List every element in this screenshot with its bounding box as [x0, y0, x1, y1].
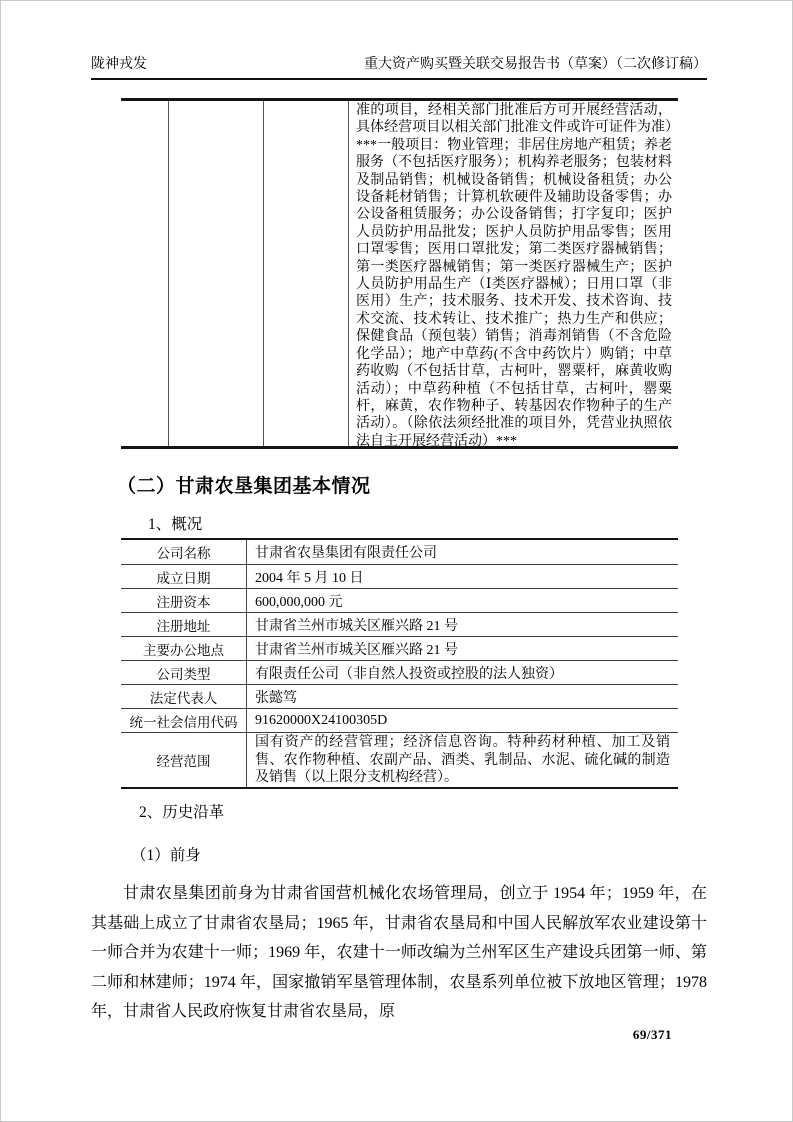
row-label: 注册资本 [156, 594, 211, 610]
subsection-predecessor-heading: （1）前身 [131, 847, 201, 864]
table-row [121, 612, 678, 636]
subsection-history-heading: 2、历史沿革 [139, 804, 225, 821]
table-row [121, 708, 678, 732]
row-label: 经营范围 [156, 754, 211, 769]
business-scope-cell: 准的项目，经相关部门批准后方可开展经营活动，具体经营项目以相关部门批准文件或许可证件为准）***一般项目：物业管理；非居住房地产租赁；养老服务（不包括医疗服务）；机构养老服务；包装材料及制品销售；机械设备销售；机械设备租赁；办公设备耗材销售；计算机软硬件及辅助设备零售；办公设备租赁服务；办公设备销售；打字复印；医护人员防护用品批发；医护人员防护用品零售；医用口罩零售；医用口罩批发；第二类医疗器械销售；第一类医疗器械销售；第一类医疗器械生产；医护人员防护用品生产（Ⅰ类医疗器械）；日用口罩（非医用）生产；技术服务、技术开发、技术咨询、技术交流、技术转让、技术推广；热力生产和供应；保健食品（预包装）销售；消毒剂销售（不含危险化学品）；地产中草药(不含中药饮片）购销；中草药收购（不包括甘草，古柯叶，罂粟杆，麻黄收购活动）；中草药种植（不包括甘草，古柯叶，罂粟杆，麻黄，农作物种子、转基因农作物种子的生产活动）。（除依法须经批准的项目外，凭营业执照依法自主开展经营活动）*** [348, 101, 678, 446]
page-header [91, 53, 707, 80]
row-value: 张懿笃 [246, 685, 678, 708]
history-paragraph: 甘肃农垦集团前身为甘肃省国营机械化农场管理局，创立于 1954 年；1959 年，在其基础上成立了甘肃省农垦局；1965 年，甘肃省农垦局和中国人民解放军农业建设第十一师合并为农建十一师；1969 年，农建十一师改编为兰州军区生产建设兵团第一师、第二师和林建师；1974 年，国家撤销军垦管理体制，农垦系列单位被下放地区管理；1978 年，甘肃省人民政府恢复甘肃省农垦局，原 [91, 885, 707, 1021]
page-number: 69/371 [632, 1027, 672, 1042]
row-value: 甘肃省农垦集团有限责任公司 [246, 540, 678, 564]
row-label: 公司名称 [156, 546, 211, 561]
row-label: 公司类型 [156, 666, 211, 682]
continuation-table-col3 [263, 101, 348, 446]
subsection-overview-heading: 1、概况 [148, 516, 203, 533]
row-value: 国有资产的经营管理；经济信息咨询。特种药材种植、加工及销售、农作物种植、农副产品、酒类、乳制品、水泥、硫化碱的制造及销售（以上限分支机构经营）。 [246, 733, 678, 787]
row-value: 91620000X24100305D [246, 709, 678, 732]
row-value: 2004 年 5 月 10 日 [246, 565, 678, 588]
header-left-text: 陇神戎发 [91, 57, 147, 72]
row-label: 成立日期 [156, 570, 211, 586]
row-value: 甘肃省兰州市城关区雁兴路 21 号 [246, 613, 678, 636]
header-right-text: 重大资产购买暨关联交易报告书（草案）（二次修订稿） [364, 57, 707, 72]
row-label: 法定代表人 [149, 690, 218, 706]
row-label: 注册地址 [156, 618, 211, 634]
row-label: 主要办公地点 [143, 642, 224, 658]
table-row [121, 588, 678, 612]
table-row [121, 540, 678, 564]
row-value: 甘肃省兰州市城关区雁兴路 21 号 [246, 637, 678, 660]
row-label: 统一社会信用代码 [129, 714, 238, 730]
table-row [121, 732, 678, 787]
table-row [121, 684, 678, 708]
continuation-table-col1 [121, 101, 168, 446]
row-value: 600,000,000 元 [246, 589, 678, 612]
table-row [121, 636, 678, 660]
company-info-table [121, 538, 678, 789]
row-value: 有限责任公司（非自然人投资或控股的法人独资） [246, 661, 678, 684]
table-row [121, 660, 678, 684]
table-row [121, 564, 678, 588]
continuation-table-col2 [168, 101, 263, 446]
continuation-table [121, 98, 678, 449]
section-heading: （二）甘肃农垦集团基本情况 [117, 476, 371, 497]
